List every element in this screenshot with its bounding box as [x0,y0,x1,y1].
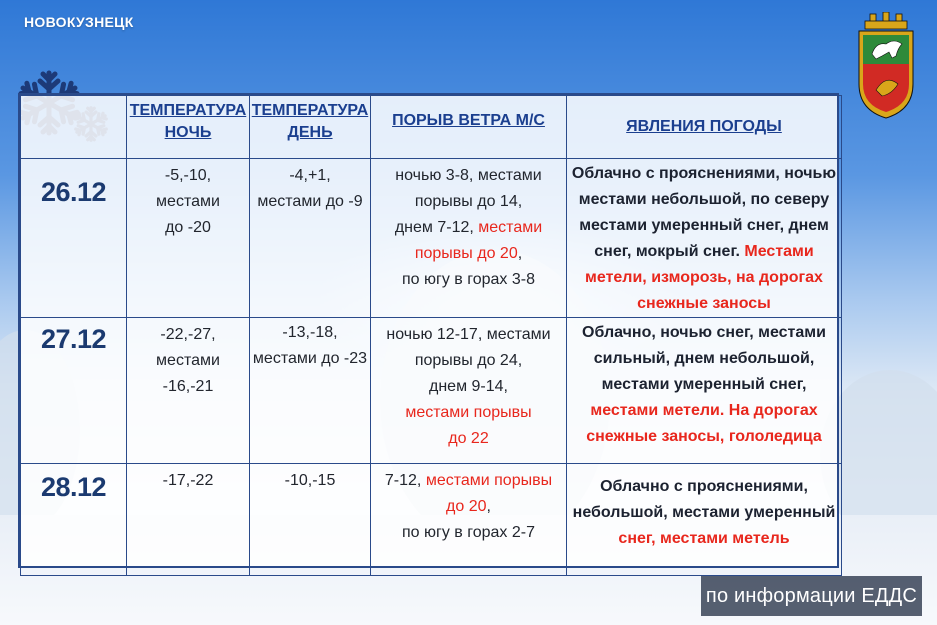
night-temp-cell [127,464,250,576]
date-cell: 27.12 [21,318,127,464]
phenomena-warning: местами метели. На дорогах снежные заносы, гололедица [586,402,822,445]
night-temp-cell [127,318,250,464]
phenomena-text: Облачно, ночью снег, местами сильный, днем небольшой, местами умеренный снег, [582,324,826,393]
header-day-temp [250,96,371,159]
date-cell: 26.12 [21,159,127,318]
source-credit: по информации ЕДДС [701,576,922,616]
header-day-line2: ДЕНЬ [287,124,333,141]
wind-warning: местами порывы [405,404,532,421]
date-cell: 28.12 [21,464,127,576]
phenomena-text: Облачно с прояснениями, ночью местами небольшой, по северу местами умеренный снег, днем снег, мокрый снег. [571,165,837,260]
table-row [21,464,842,576]
city-crest [856,12,916,120]
phenomena-warning: Местами метели, изморозь, на дорогах снежные заносы [585,243,823,312]
night-line: -5,-10, [164,167,212,184]
wind-line: днем 9-14, [429,378,508,395]
day-temp-cell [250,318,371,464]
header-phenomena: ЯВЛЕНИЯ ПОГОДЫ [567,96,842,159]
wind-cell [371,464,567,576]
wind-line: , [486,498,491,515]
night-line: местами [156,352,220,369]
table-row [21,318,842,464]
day-line: -10,-15 [284,472,336,489]
header-night-line1: ТЕМПЕРАТУРА [129,102,247,119]
header-day-line1: ТЕМПЕРАТУРА [251,102,369,119]
wind-warning: местами [478,219,543,236]
day-line: -4,+1, [289,167,331,184]
wind-line: ночью 12-17, местами [386,326,551,343]
day-temp-cell [250,159,371,318]
wind-line: порывы до 24, [414,352,523,369]
night-line: -22,-27, [160,326,216,343]
wind-line: днем 7-12, [394,219,474,236]
phenomena-text: Облачно с прояснениями, небольшой, местами умеренный [572,478,836,521]
wind-line: 7-12, [384,472,422,489]
phenomena-warning: снег, местами метель [618,530,790,547]
header-night-line2: НОЧЬ [164,124,212,141]
day-line: -13,-18, [282,324,338,341]
wind-warning: до 20 [446,498,487,515]
day-line: местами до -9 [257,193,363,210]
forecast-table [18,93,839,568]
wind-line: по югу в горах 2-7 [402,524,535,541]
header-empty [21,96,127,159]
wind-line: ночью 3-8, местами [395,167,542,184]
table-row [21,159,842,318]
wind-cell [371,159,567,318]
phenomena-cell [567,318,842,464]
day-temp-cell [250,464,371,576]
wind-cell [371,318,567,464]
phenomena-cell [567,159,842,318]
night-temp-cell [127,159,250,318]
wind-line: по югу в горах 3-8 [402,271,535,288]
header-night-temp [127,96,250,159]
wind-line: , [517,245,523,262]
night-line: -16,-21 [162,378,214,395]
header-wind: ПОРЫВ ВЕТРА М/С [371,96,567,159]
day-line: местами до -23 [252,350,368,367]
night-line: до -20 [165,219,211,236]
wind-line: порывы до 14, [414,193,523,210]
wind-warning: местами порывы [425,472,553,489]
phenomena-cell [567,464,842,576]
city-name: НОВОКУЗНЕЦК [24,14,134,30]
night-line: -17,-22 [162,472,214,489]
wind-warning: порывы до 20 [414,245,518,262]
table-header-row [21,96,842,159]
night-line: местами [156,193,220,210]
wind-warning: до 22 [448,430,489,447]
